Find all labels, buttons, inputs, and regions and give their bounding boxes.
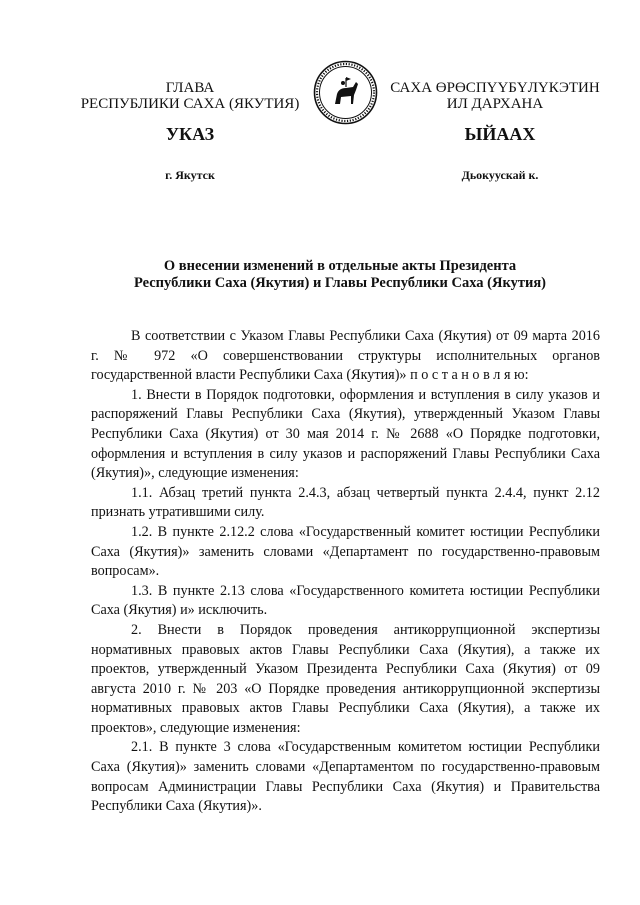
paragraph: 1.1. Абзац третий пункта 2.4.3, абзац четвертый пункта 2.4.4, пункт 2.12 признать утратившими силу. — [91, 484, 600, 521]
paragraph: 1. Внести в Порядок подготовки, оформления и вступления в силу указов и распоряжений Главы Республики Саха (Якутия), утвержденный Указом Главы Республики Саха (Якутия) от 30 мая 2014 г. № 2688 «О Порядке подготовки, оформления и вступления в силу указов и распоряжений Главы Республики Саха (Якутия)», следующие изменения: — [91, 386, 600, 482]
doc-type-ukaz: УКАЗ — [165, 124, 215, 144]
decree-body — [91, 327, 600, 817]
paragraph: В соответствии с Указом Главы Республики Саха (Якутия) от 09 марта 2016 г. № 972 «О совершенствовании структуры исполнительных органов государственной власти Республики Саха (Якутия)» п о с т а н о в л я ю: — [91, 328, 600, 384]
header-left — [60, 80, 320, 112]
title-line-2: Республики Саха (Якутия) и Главы Республики Саха (Якутия) — [133, 275, 547, 291]
header-right-line1: САХА ӨРӨСПҮҮБҮЛҮКЭТИН — [390, 80, 600, 96]
header-left-line1: ГЛАВА — [165, 80, 215, 96]
city-ru: г. Якутск — [165, 168, 215, 182]
paragraph: 2. Внести в Порядок проведения антикоррупционной экспертизы нормативных правовых актов Главы Республики Саха (Якутия), а также их проектов, утвержденный Указом Президента Республики Саха (Якутия) от 09 августа 2010 г. № 203 «О Порядке проведения антикоррупционной экспертизы нормативных правовых актов Главы Республики Саха (Якутия), а также их проектов», следующие изменения: — [91, 621, 600, 736]
paragraph: 2.1. В пункте 3 слова «Государственным комитетом юстиции Республики Саха (Якутия)» заменить словами «Департаментом по государственно-правовым вопросам Администрации Главы Республики Саха (Якутия) и Правительства Республики Саха (Якутия)». — [91, 739, 600, 815]
header-left-line2: РЕСПУБЛИКИ САХА (ЯКУТИЯ) — [80, 96, 300, 112]
paragraph: 1.2. В пункте 2.12.2 слова «Государственный комитет юстиции Республики Саха (Якутия)» заменить словами «Департамент по государственно-правовым вопросам». — [91, 523, 600, 580]
header-right — [380, 80, 610, 112]
header-right-line2: ИЛ ДАРХАНА — [446, 96, 544, 112]
document-title — [60, 258, 620, 292]
doc-type-yiyaakh: ЫЙААХ — [464, 124, 536, 144]
city-sakha: Дьокуускай к. — [461, 168, 539, 182]
title-line-1: О внесении изменений в отдельные акты Президента — [163, 258, 517, 274]
coat-of-arms-icon — [313, 60, 378, 125]
paragraph: 1.3. В пункте 2.13 слова «Государственного комитета юстиции Республики Саха (Якутия) и» исключить. — [91, 582, 600, 619]
